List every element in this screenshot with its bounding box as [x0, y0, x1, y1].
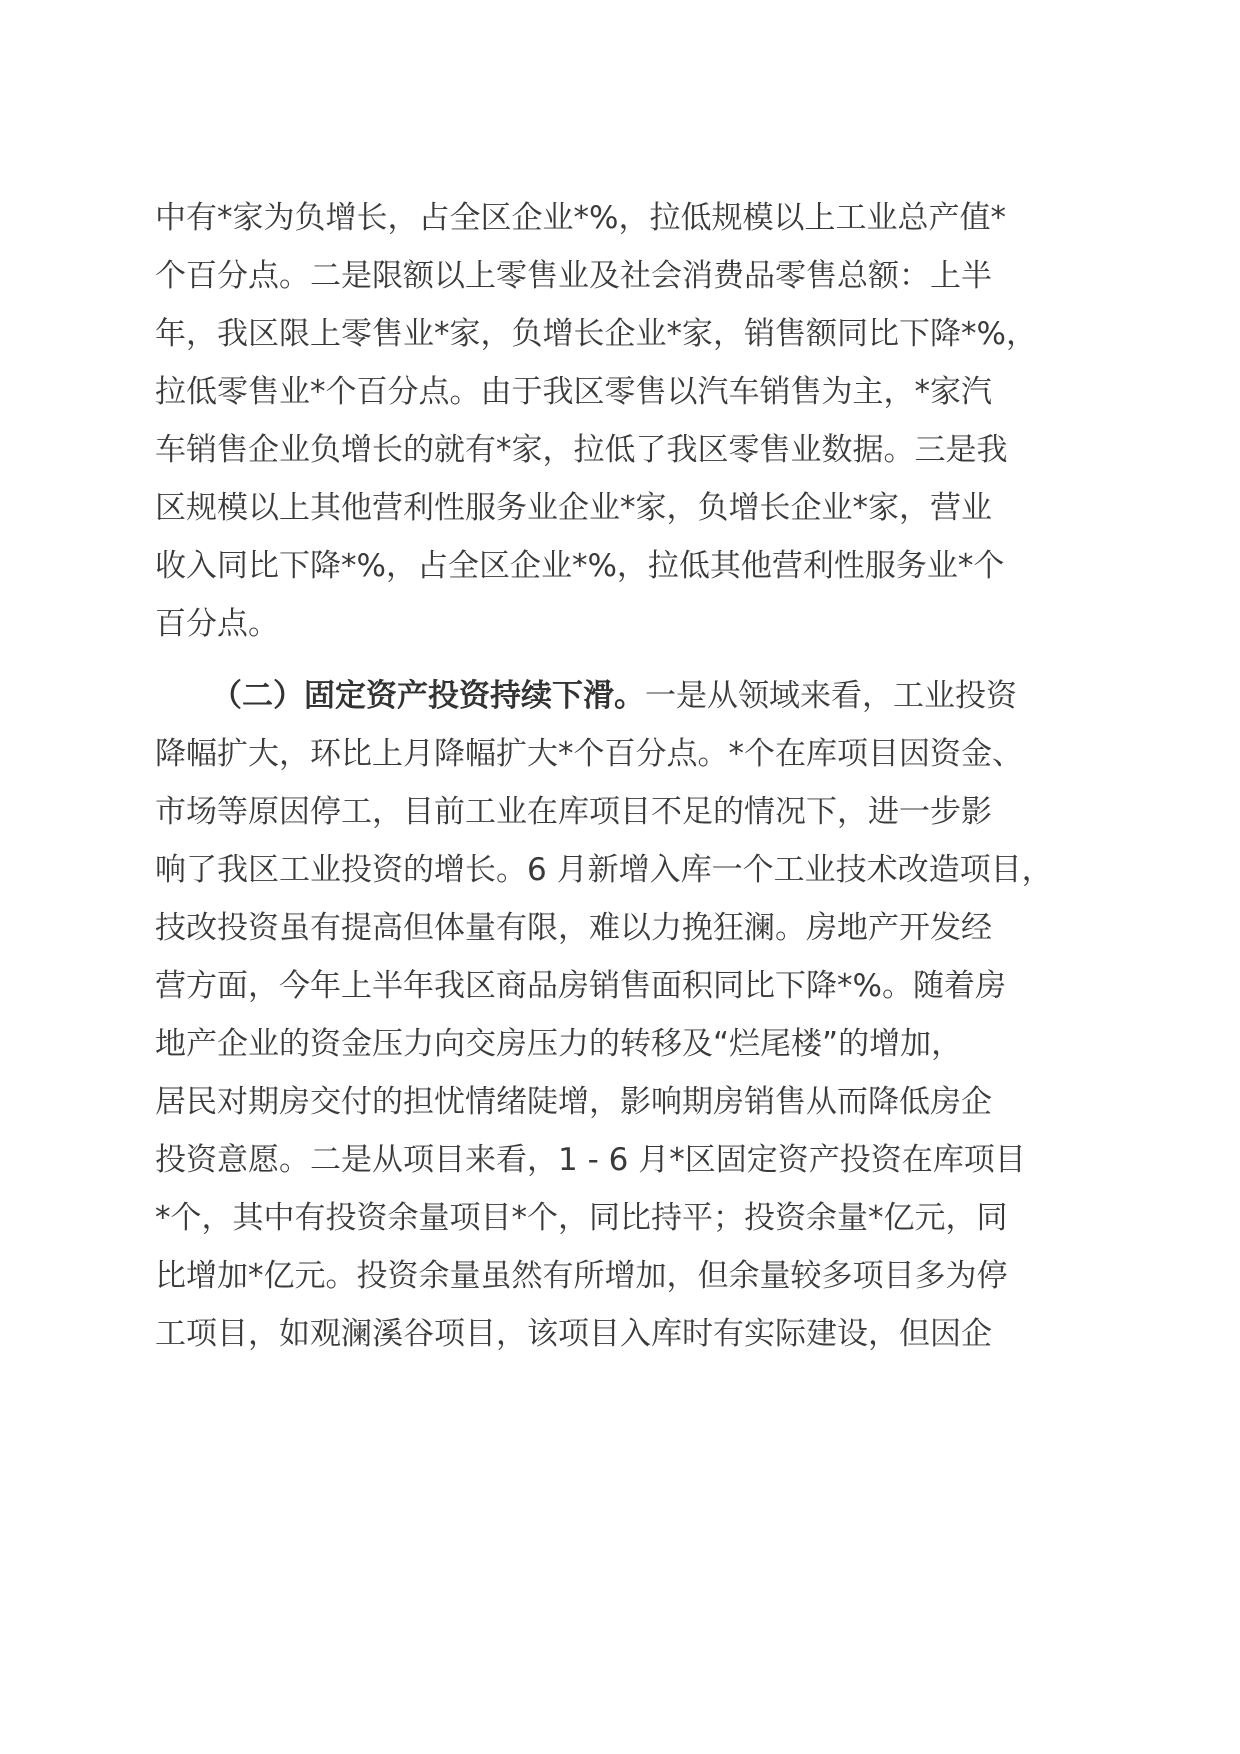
paragraph-1-line-4: 拉低零售业*个百分点。由于我区零售以汽车销售为主，*家汽 — [155, 374, 992, 410]
paragraph-2-line-6: 营方面，今年上半年我区商品房销售面积同比下降*%。随着房 — [155, 968, 1006, 1004]
paragraph-2-line-1-text: 一是从领域来看，工业投资 — [645, 678, 1017, 714]
paragraph-2-line-9: 投资意愿。二是从项目来看，1 - 6 月*区固定资产投资在库项目 — [155, 1142, 1026, 1178]
paragraph-2-line-2: 降幅扩大，环比上月降幅扩大*个百分点。*个在库项目因资金、 — [155, 736, 1023, 772]
paragraph-1-line-6: 区规模以上其他营利性服务业企业*家，负增长企业*家，营业 — [155, 490, 992, 526]
paragraph-2-line-10: *个，其中有投资余量项目*个，同比持平；投资余量*亿元，同 — [155, 1200, 1008, 1236]
paragraph-2-line-3: 市场等原因停工，目前工业在库项目不足的情况下，进一步影 — [155, 794, 992, 830]
paragraph-1-line-1: 中有*家为负增长，占全区企业*%，拉低规模以上工业总产值* — [155, 200, 1006, 236]
paragraph-2-line-12: 工项目，如观澜溪谷项目，该项目入库时有实际建设，但因企 — [155, 1316, 992, 1352]
section-heading: （二）固定资产投资持续下滑。 — [211, 678, 645, 714]
paragraph-2-line-11: 比增加*亿元。投资余量虽然有所增加，但余量较多项目多为停 — [155, 1258, 1008, 1294]
paragraph-2-line-4: 响了我区工业投资的增长。6 月新增入库一个工业技术改造项目， — [155, 852, 1053, 888]
paragraph-1-line-7: 收入同比下降*%，占全区企业*%，拉低其他营利性服务业*个 — [155, 548, 1005, 584]
paragraph-2-line-8: 居民对期房交付的担忧情绪陡增，影响期房销售从而降低房企 — [155, 1084, 992, 1120]
paragraph-1-line-5: 车销售企业负增长的就有*家，拉低了我区零售业数据。三是我 — [155, 432, 1008, 468]
paragraph-1-line-8: 百分点。 — [155, 606, 279, 642]
paragraph-2-line-5: 技改投资虽有提高但体量有限，难以力挽狂澜。房地产开发经 — [155, 910, 992, 946]
paragraph-2-line-7: 地产企业的资金压力向交房压力的转移及“烂尾楼”的增加， — [155, 1026, 963, 1062]
paragraph-1-line-3: 年，我区限上零售业*家，负增长企业*家，销售额同比下降*%， — [155, 316, 1037, 352]
paragraph-1-line-2: 个百分点。二是限额以上零售业及社会消费品零售总额：上半 — [155, 258, 992, 294]
paragraph-2-line-1 — [211, 676, 1017, 716]
